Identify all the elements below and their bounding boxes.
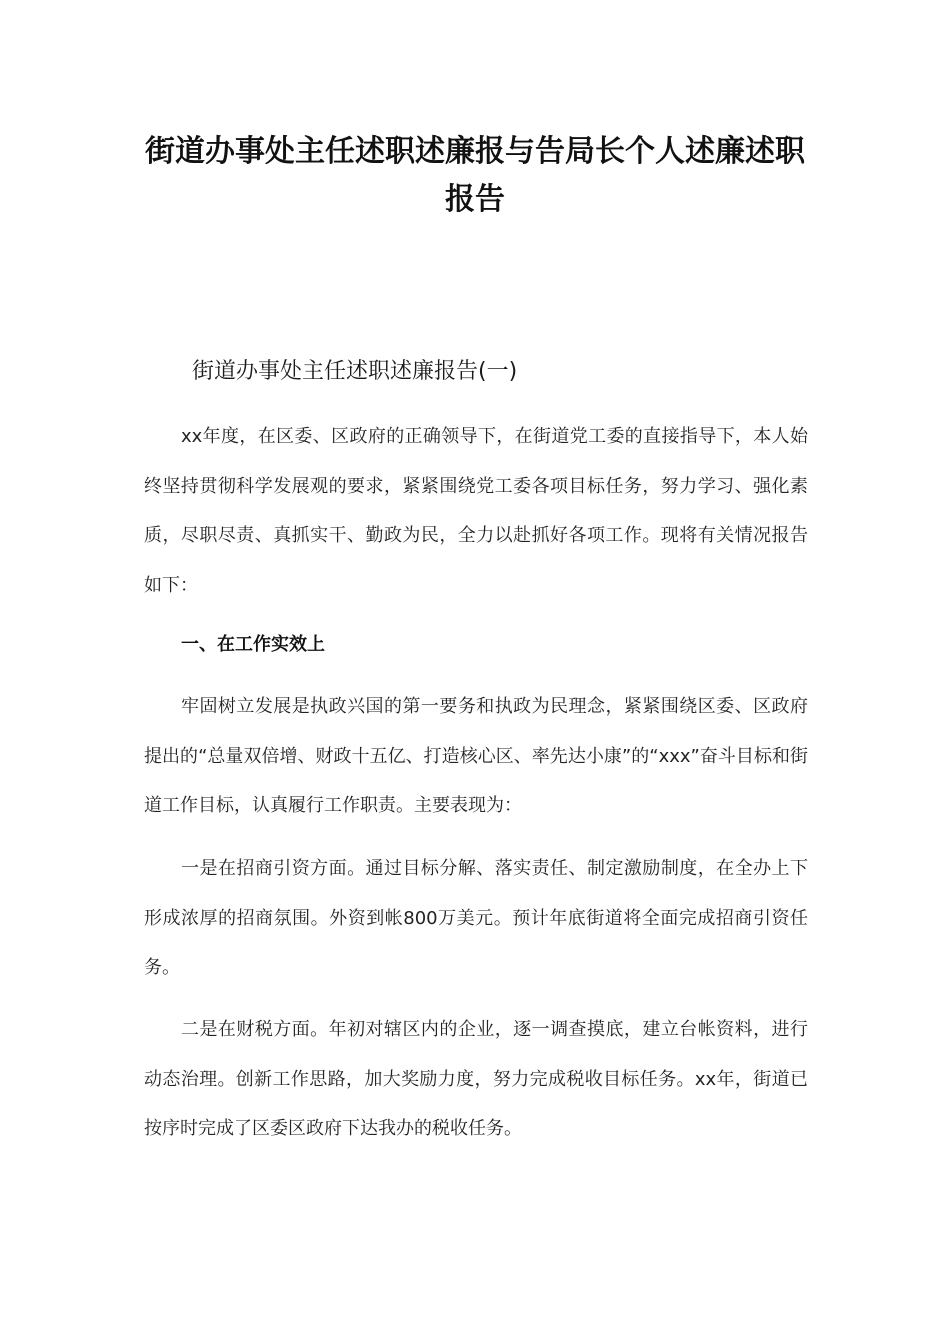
document-title: 街道办事处主任述职述廉报与告局长个人述廉述职报告	[145, 134, 805, 217]
body-paragraph-investment: 一是在招商引资方面。通过目标分解、落实责任、制定激励制度，在全办上下形成浓厚的招商氛围。外资到帐800万美元。预计年底街道将全面完成招商引资任务。	[144, 858, 808, 978]
intro-paragraph: xx年度，在区委、区政府的正确领导下，在街道党工委的直接指导下，本人始终坚持贯彻科学发展观的要求，紧紧围绕党工委各项目标任务，努力学习、强化素质，尽职尽责、真抓实干、勤政为民，全力以赴抓好各项工作。现将有关情况报告如下：	[144, 426, 808, 596]
heading-work-results: 一、在工作实效上	[181, 634, 325, 655]
section-title: 街道办事处主任述职述廉报告(一)	[192, 359, 518, 384]
body-paragraph-development: 牢固树立发展是执政兴国的第一要务和执政为民理念，紧紧围绕区委、区政府提出的“总量双倍增、财政十五亿、打造核心区、率先达小康”的“xxx”奋斗目标和街道工作目标，认真履行工作职责。主要表现为：	[144, 696, 808, 816]
body-paragraph-finance-tax: 二是在财税方面。年初对辖区内的企业，逐一调查摸底，建立台帐资料，进行动态治理。创新工作思路，加大奖励力度，努力完成税收目标任务。xx年，街道已按序时完成了区委区政府下达我办的税收任务。	[144, 1019, 808, 1139]
